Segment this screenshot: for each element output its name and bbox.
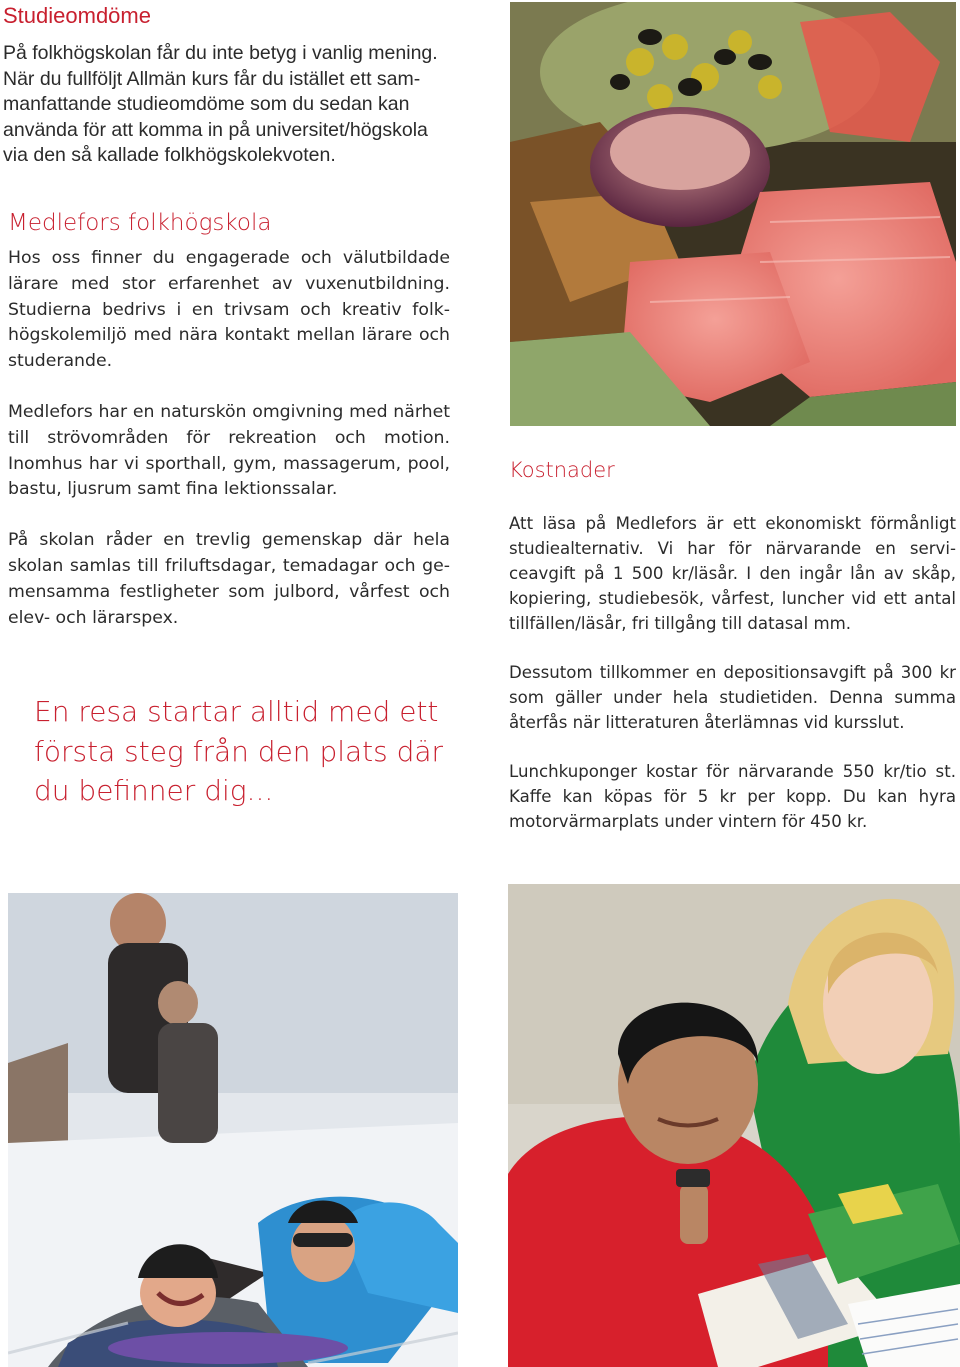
paragraph-medlefors-surroundings: Medlefors har en naturskön omgivning med närhet till strövområden för rekreation och motion. Inomhus har vi sporthall, gym, massagerum, pool, bastu, ljusrum samt fina lektionssalar. [8, 401, 450, 500]
heading-studieomdome: Studieomdöme [3, 3, 151, 28]
food-photo [510, 2, 956, 426]
heading-kostnader: Kostnader [509, 458, 615, 482]
heading-medlefors: Medlefors folkhögskola [8, 210, 272, 236]
paragraph-medlefors-teachers: Hos oss finner du engagerade och välutbildade lärare med stor erfarenhet av vuxenutbildning. Studierna bedrivs i en trivsam och kreativ folkhögskolemiljö med nära kontakt mellan lärare och studerande. [8, 248, 450, 372]
pull-quote: En resa startar alltid med ett första steg från den plats där du befinner dig... [34, 695, 444, 807]
paragraph-medlefors-community: På skolan råder en trevlig gemenskap där hela skolan samlas till friluftsdagar, temadagar och gemensamma festligheter som julbord, vårfest och elev- och lärarspex. [8, 530, 450, 628]
food-photo-illustration [510, 2, 956, 426]
section-studieomdome [3, 2, 453, 169]
paragraph-studieomdome: På folkhögskolan får du inte betyg i vanlig mening. När du fullföljt Allmän kurs får du istället ett sammanfattande studieomdöme som du sedan kan använda för att komma in på universitet/högskola via den så kallade folkhögskolekvoten. [3, 42, 438, 167]
paragraph-kostnader-lunch: Lunchkuponger kostar för närvarande 550 kr/tio st. Kaffe kan köpas för 5 kr per kopp. Du kan hyra motorvärmarplats under vintern för 450 kr. [509, 762, 956, 831]
studying-photo-illustration [508, 884, 960, 1367]
paragraph-kostnader-deposit: Dessutom tillkommer en depositionsavgift på 300 kr som gäller under hela studietiden. Denna summa återfås när litteraturen återlämnas vid kursslut. [509, 663, 956, 732]
section-kostnader [509, 455, 956, 858]
sledding-photo [8, 893, 458, 1367]
paragraph-kostnader-fee: Att läsa på Medlefors är ett ekonomiskt förmånligt studiealternativ. Vi har för närvarande en serviceavgift på 1 500 kr/läsår. I den ingår lån av skåp, kopiering, studiebesök, vårfest, luncher vid ett antal tillfällen/läsår, fri tillgång till datasal mm. [509, 514, 956, 633]
sledding-photo-illustration [8, 893, 458, 1367]
studying-photo [508, 884, 960, 1367]
section-medlefors [8, 208, 450, 656]
